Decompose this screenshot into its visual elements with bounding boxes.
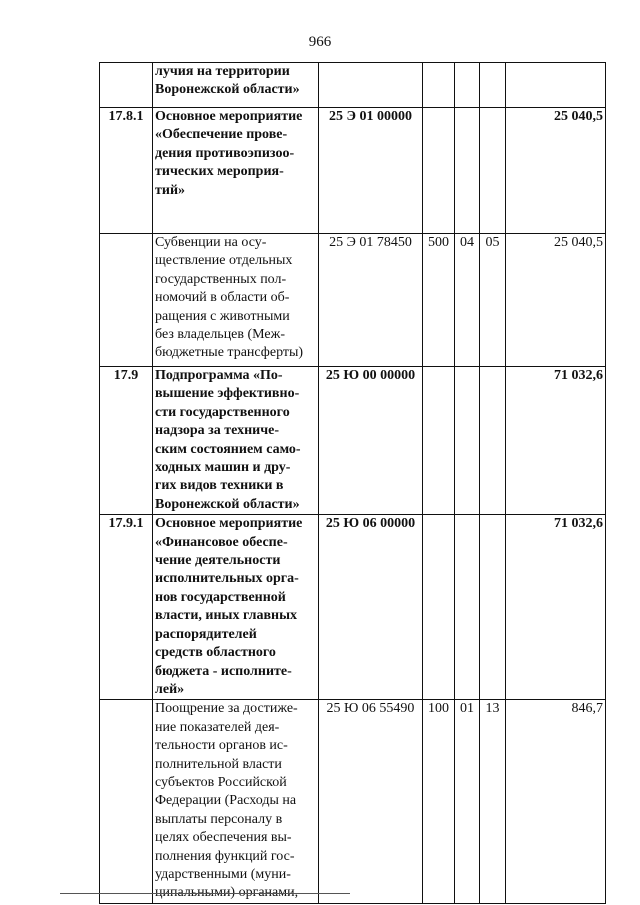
description-line: целях обеспечения вы- [155,830,292,846]
row-description [153,700,319,903]
description-line: «Финансовое обеспе- [155,534,288,550]
section-cell [455,367,480,515]
amount-cell: 71 032,6 [506,367,606,515]
subsection-cell: 05 [480,234,506,367]
expense-type-cell [423,108,455,234]
row-description [153,234,319,367]
description-line: лей» [155,681,185,697]
section-cell [455,515,480,700]
table-row [100,367,606,515]
description-line: выплаты персоналу в [155,811,283,827]
description-line: чение деятельности [155,553,281,569]
description-line: исполнительных орга- [155,571,299,587]
row-number [100,63,153,108]
description-line: ществление отдельных [155,253,293,269]
description-line: бюджета - исполните- [155,663,292,679]
row-number: 17.9 [100,367,153,515]
description-line: лучия на территории [155,64,290,79]
expense-type-cell: 100 [423,700,455,903]
description-line: Воронежской области» [155,82,300,98]
amount-cell: 25 040,5 [506,234,606,367]
description-line: надзора за техниче- [155,423,279,439]
expense-type-cell [423,367,455,515]
table-row [100,700,606,903]
description-line: власти, иных главных [155,608,298,624]
description-line: ципальными) органами, [155,885,299,901]
description-line: Основное мероприятие [155,516,303,532]
description-line: тических мероприя- [155,164,284,180]
target-code-cell: 25 Ю 06 00000 [319,515,423,700]
target-code-cell [319,63,423,108]
description-line: бюджетные трансферты) [155,345,304,361]
description-line: распорядителей [155,626,257,642]
description-line: ударственными (муни- [155,866,291,882]
target-code-cell: 25 Ю 00 00000 [319,367,423,515]
description-line: субъектов Российской [155,774,287,790]
description-line: Субвенции на осу- [155,235,267,250]
amount-cell: 846,7 [506,700,606,903]
row-number [100,234,153,367]
expense-type-cell [423,515,455,700]
section-cell [455,108,480,234]
budget-table [99,62,606,904]
target-code-cell: 25 Э 01 00000 [319,108,423,234]
row-description [153,63,319,108]
table-row [100,63,606,108]
description-line: без владельцев (Меж- [155,327,285,343]
description-line: сти государственного [155,404,290,420]
amount-cell: 25 040,5 [506,108,606,234]
table-body [100,63,606,904]
subsection-cell [480,367,506,515]
description-line: Подпрограмма «По- [155,368,283,383]
section-cell: 04 [455,234,480,367]
description-line: Воронежской области» [155,496,300,512]
table-row [100,108,606,234]
amount-cell [506,63,606,108]
description-line: ние показателей дея- [155,719,280,735]
row-number: 17.8.1 [100,108,153,234]
section-cell: 01 [455,700,480,903]
description-line: Поощрение за достиже- [155,701,298,717]
description-line: дения противоэпизоо- [155,145,295,161]
row-number: 17.9.1 [100,515,153,700]
description-line: тий» [155,182,186,198]
subsection-cell [480,108,506,234]
subsection-cell [480,515,506,700]
page-number: 966 [308,34,332,50]
description-line: полнительной власти [155,756,282,772]
expense-type-cell [423,63,455,108]
description-line: государственных пол- [155,271,287,287]
row-description [153,515,319,700]
description-line: вышение эффективно- [155,386,300,402]
table-row [100,515,606,700]
subsection-cell: 13 [480,700,506,903]
row-description [153,108,319,234]
description-line: средств областного [155,645,276,661]
description-line: Федерации (Расходы на [155,793,297,809]
amount-cell: 71 032,6 [506,515,606,700]
description-line: ращения с животными [155,308,290,324]
description-line: номочий в области об- [155,290,290,306]
row-number [100,700,153,903]
description-line: тельности органов ис- [155,738,288,754]
expense-type-cell: 500 [423,234,455,367]
target-code-cell: 25 Э 01 78450 [319,234,423,367]
section-cell [455,63,480,108]
footer-rule [60,893,350,894]
subsection-cell [480,63,506,108]
description-line: Основное мероприятие [155,109,303,124]
description-line: ским состоянием само- [155,441,301,457]
description-line: нов государственной [155,589,286,605]
table-row [100,234,606,367]
description-line: ходных машин и дру- [155,460,291,476]
target-code-cell: 25 Ю 06 55490 [319,700,423,903]
description-line: гих видов техники в [155,478,284,494]
description-line: полнения функций гос- [155,848,295,864]
description-line: «Обеспечение прове- [155,127,288,143]
row-description [153,367,319,515]
